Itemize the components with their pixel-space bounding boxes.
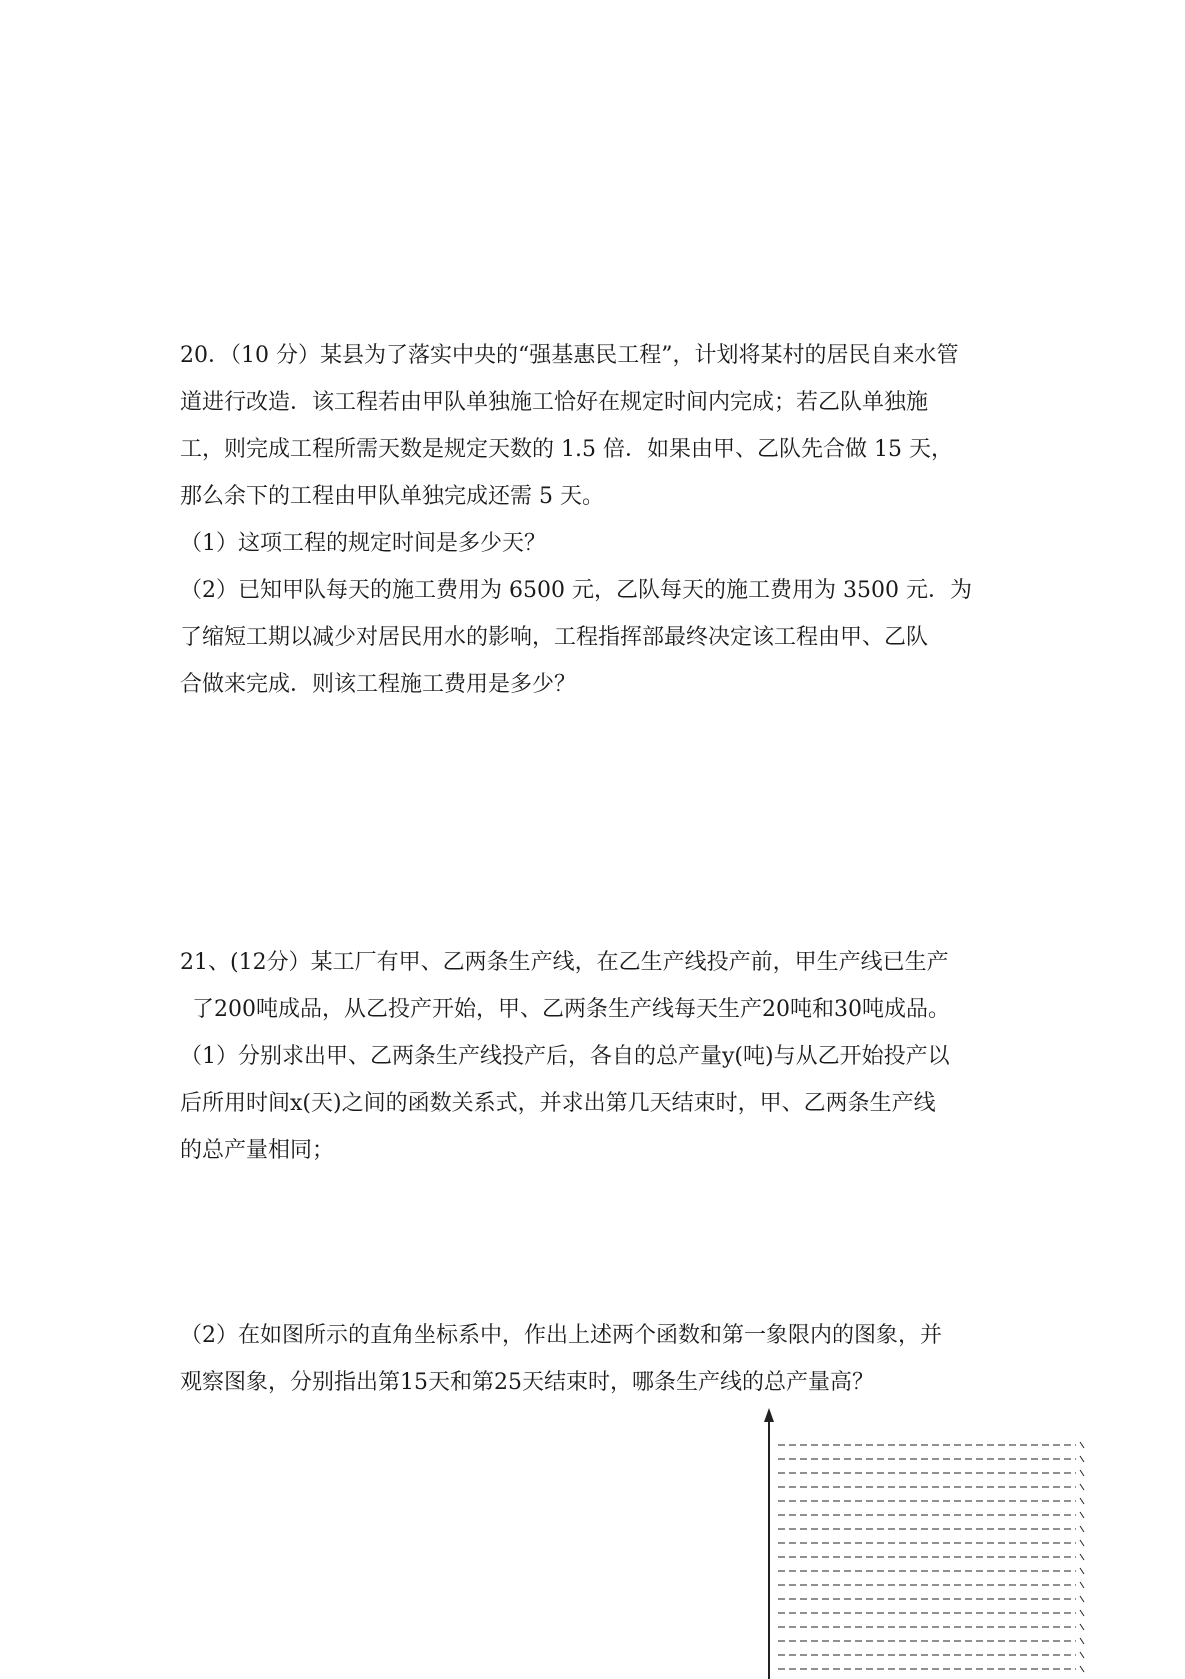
grid-line-end-tick <box>1080 1456 1084 1462</box>
q20-line: 工，则完成工程所需天数是规定天数的 1.5 倍．如果由甲、乙队先合做 15 天， <box>180 437 953 462</box>
q20-line: 那么余下的工程由甲队单独完成还需 5 天。 <box>180 484 604 509</box>
grid-line-end-tick <box>1080 1526 1084 1532</box>
question-20 <box>180 332 1010 708</box>
q21-subquestion-1: （1）分别求出甲、乙两条生产线投产后，各自的总产量y(吨)与从乙开始投产以 <box>180 1044 950 1069</box>
q21-line: 的总产量相同； <box>180 1138 335 1163</box>
coordinate-grid-svg <box>760 1405 1090 1679</box>
grid-line-end-tick <box>1080 1666 1084 1672</box>
grid-line-end-tick <box>1080 1652 1084 1658</box>
grid-line-end-tick <box>1080 1624 1084 1630</box>
q20-line: 了缩短工期以减少对居民用水的影响，工程指挥部最终决定该工程由甲、乙队 <box>180 625 929 650</box>
q20-line: 合做来完成．则该工程施工费用是多少？ <box>180 672 577 697</box>
q21-subquestion-2: （2）在如图所示的直角坐标系中，作出上述两个函数和第一象限内的图象，并 <box>180 1323 942 1348</box>
question-21-part-2 <box>180 1312 1010 1406</box>
q20-line: 道进行改造．该工程若由甲队单独施工恰好在规定时间内完成；若乙队单独施 <box>180 390 929 415</box>
q21-line: 了200吨成品，从乙投产开始，甲、乙两条生产线每天生产20吨和30吨成品。 <box>192 997 950 1022</box>
q20-subquestion-1: （1）这项工程的规定时间是多少天？ <box>180 531 546 556</box>
q20-line: 20．（10 分）某县为了落实中央的“强基惠民工程”，计划将某村的居民自来水管 <box>180 343 959 368</box>
grid-line-end-tick <box>1080 1596 1084 1602</box>
grid-line-end-tick <box>1080 1498 1084 1504</box>
coordinate-grid <box>760 1405 1090 1679</box>
grid-line-end-tick <box>1080 1470 1084 1476</box>
y-axis-arrow-icon <box>764 1408 774 1422</box>
q21-line: 观察图象，分别指出第15天和第25天结束时，哪条生产线的总产量高？ <box>180 1370 874 1395</box>
grid-line-end-tick <box>1080 1610 1084 1616</box>
q20-subquestion-2: （2）已知甲队每天的施工费用为 6500 元，乙队每天的施工费用为 3500 元．为 <box>180 578 972 603</box>
grid-line-end-tick <box>1080 1568 1084 1574</box>
grid-line-end-tick <box>1080 1582 1084 1588</box>
grid-lines <box>778 1442 1084 1672</box>
grid-line-end-tick <box>1080 1484 1084 1490</box>
grid-line-end-tick <box>1080 1540 1084 1546</box>
grid-line-end-tick <box>1080 1512 1084 1518</box>
grid-line-end-tick <box>1080 1554 1084 1560</box>
q21-line: 后所用时间x(天)之间的函数关系式，并求出第几天结束时，甲、乙两条生产线 <box>180 1091 936 1116</box>
grid-line-end-tick <box>1080 1442 1084 1448</box>
grid-line-end-tick <box>1080 1638 1084 1644</box>
q21-line: 21、(12分）某工厂有甲、乙两条生产线，在乙生产线投产前，甲生产线已生产 <box>180 950 949 975</box>
question-21 <box>180 939 1010 1174</box>
